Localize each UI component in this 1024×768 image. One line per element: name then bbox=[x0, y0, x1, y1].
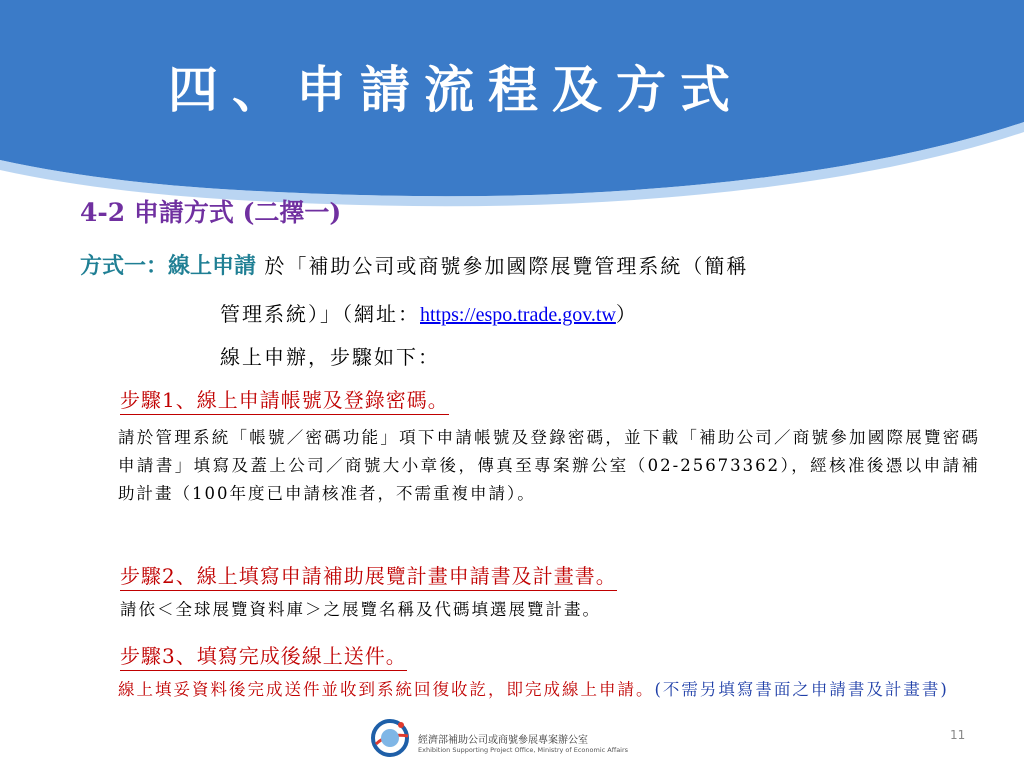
footer-organization-en: Exhibition Supporting Project Office, Ministry of Economic Affairs bbox=[418, 746, 629, 754]
url-suffix: ） bbox=[615, 302, 638, 326]
section-subtitle: 4-2 申請方式 (二擇一) bbox=[80, 198, 342, 227]
system-url-line bbox=[220, 298, 638, 327]
step1-title: 步驟1、線上申請帳號及登錄密碼。 bbox=[120, 384, 449, 415]
page-number: 11 bbox=[950, 728, 966, 742]
method-one-line bbox=[80, 249, 748, 280]
step3-body bbox=[118, 677, 978, 703]
step3-title: 步驟3、填寫完成後線上送件。 bbox=[120, 640, 407, 671]
globe-logo-icon bbox=[368, 716, 412, 760]
step3-body-main: 線上填妥資料後完成送件並收到系統回復收訖，即完成線上申請。 bbox=[118, 680, 655, 699]
footer-organization: 經濟部補助公司或商號參展專案辦公室 bbox=[418, 735, 588, 746]
url-prefix: 管理系統）」（網址： bbox=[220, 302, 420, 326]
step2-title: 步驟2、線上填寫申請補助展覽計畫申請書及計畫書。 bbox=[120, 560, 617, 591]
slide-title: 四、申請流程及方式 bbox=[168, 60, 744, 119]
method-one-text: 於「補助公司或商號參加國際展覽管理系統（簡稱 bbox=[256, 254, 749, 278]
system-url-link[interactable]: https://espo.trade.gov.tw bbox=[420, 304, 616, 326]
step2-body: 請依＜全球展覽資料庫＞之展覽名稱及代碼填選展覽計畫。 bbox=[120, 600, 601, 619]
steps-intro: 線上申辦，步驟如下： bbox=[220, 345, 440, 369]
step1-body: 請於管理系統「帳號／密碼功能」項下申請帳號及登錄密碼，並下載「補助公司／商號參加國際展覽密碼申請書」填寫及蓋上公司／商號大小章後，傳真至專案辦公室（02-25673362），經核准後憑以申請補助計畫（100年度已申請核准者，不需重複申請）。 bbox=[118, 428, 980, 503]
method-one-label: 方式一：線上申請 bbox=[80, 253, 257, 279]
step3-body-note: (不需另填寫書面之申請書及計畫書) bbox=[654, 680, 949, 699]
